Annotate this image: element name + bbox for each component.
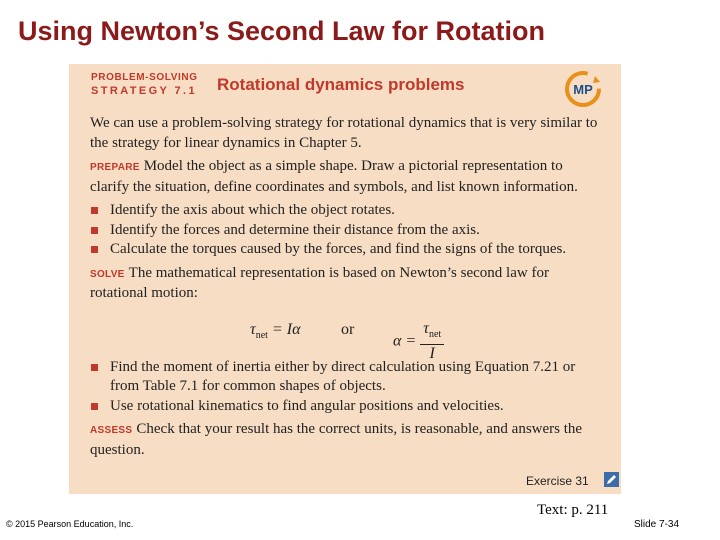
list-item: Use rotational kinematics to find angular positions and velocities. — [90, 397, 602, 417]
equation-left-rhs: = Iα — [271, 320, 301, 338]
strategy-label-line2: STRATEGY 7.1 — [91, 85, 198, 97]
prepare-bullets — [90, 201, 602, 260]
copyright: © 2015 Pearson Education, Inc. — [6, 519, 134, 529]
strategy-title: Rotational dynamics problems — [217, 75, 465, 94]
slide-number: Slide 7-34 — [634, 519, 680, 530]
equation-right — [393, 320, 444, 363]
tau-symbol: τ — [250, 320, 256, 338]
mp-badge-text: MP — [573, 82, 593, 97]
equation-or: or — [341, 320, 355, 338]
list-item: Identify the forces and determine their distance from the axis. — [90, 221, 602, 241]
strategy-label — [91, 71, 198, 98]
list-item: Calculate the torques caused by the forces, and find the signs of the torques. — [90, 240, 602, 260]
fraction-denominator: I — [429, 344, 435, 362]
pencil-icon — [604, 472, 619, 487]
list-item: Find the moment of inertia either by direct calculation using Equation 7.21 or from Table 7.1 for common shapes of objects. — [90, 358, 602, 397]
text-reference: Text: p. 211 — [537, 502, 609, 518]
prepare-text: Model the object as a simple shape. Draw a pictorial representation to clarify the situation, define coordinates and symbols, and list known information. — [90, 158, 578, 195]
assess-label: ASSESS — [90, 425, 133, 436]
tau-symbol: τ — [423, 319, 429, 337]
assess-section — [90, 420, 602, 460]
strategy-panel — [69, 64, 621, 494]
exercise-label: Exercise 31 — [526, 474, 589, 488]
strategy-body — [90, 114, 602, 460]
alpha-equals: α = — [393, 331, 417, 349]
intro-text: We can use a problem-solving strategy for rotational dynamics that is very similar to the strategy for linear dynamics in Chapter 5. — [90, 115, 598, 151]
net-subscript: net — [428, 328, 442, 340]
slide-title: Using Newton’s Second Law for Rotation — [18, 16, 546, 46]
assess-paragraph — [90, 420, 602, 460]
solve-paragraph — [90, 264, 602, 304]
prepare-section — [90, 157, 602, 260]
fraction-numerator — [420, 320, 444, 345]
prepare-label: PREPARE — [90, 162, 140, 173]
solve-text: The mathematical representation is based on Newton’s second law for rotational motion: — [90, 264, 549, 301]
strategy-label-line1: PROBLEM-SOLVING — [91, 72, 198, 83]
assess-text: Check that your result has the correct units, is reasonable, and answers the question. — [90, 421, 583, 458]
equation-left — [250, 320, 300, 346]
prepare-paragraph — [90, 157, 602, 197]
list-item: Identify the axis about which the object rotates. — [90, 201, 602, 221]
solve-section — [90, 264, 602, 417]
solve-label: SOLVE — [90, 268, 125, 280]
rotation-equation — [90, 308, 602, 362]
fraction — [420, 320, 444, 363]
solve-bullets — [90, 358, 602, 417]
mp-badge-icon — [563, 69, 603, 109]
net-subscript: net — [255, 329, 268, 341]
